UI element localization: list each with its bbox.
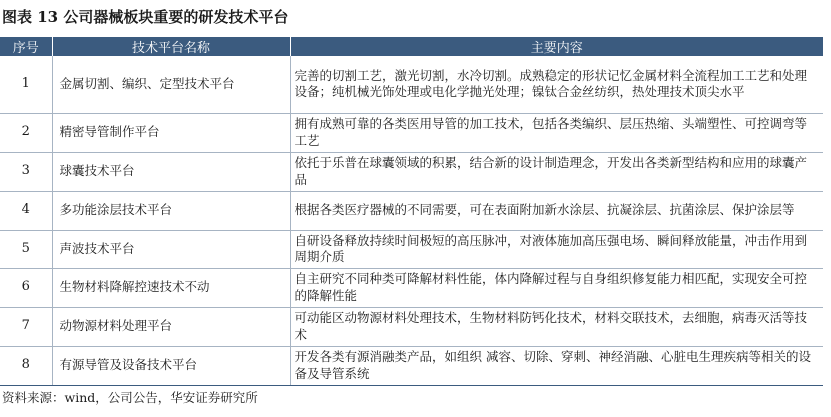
platform-name: 声波技术平台 [52,230,290,268]
platform-content: 依托于乐普在球囊领域的积累，结合新的设计制造理念，开发出各类新型结构和应用的球囊产品 [290,152,823,191]
row-number: 7 [0,307,52,346]
header-platform: 技术平台名称 [52,37,290,56]
platform-name: 生物材料降解控速技术不动 [52,268,290,307]
platform-content: 开发各类有源消融类产品，如组织 减容、切除、穿刺、神经消融、心脏电生理疾病等相关的设备及导管系统 [290,346,823,385]
platform-content: 完善的切割工艺，激光切割，水冷切割。成熟稳定的形状记忆金属材料全流程加工工艺和处理设备；纯机械光饰处理或电化学抛光处理；镍钛合金丝纺织，热处理技术顶尖水平 [290,56,823,113]
header-no: 序号 [0,37,52,56]
table-row [0,230,823,268]
platform-content: 拥有成熟可靠的各类医用导管的加工技术，包括各类编织、层压热缩、头端塑性、可控调弯等工艺 [290,113,823,152]
platform-name: 动物源材料处理平台 [52,307,290,346]
platform-content: 自研设备释放持续时间极短的高压脉冲，对液体施加高压强电场、瞬间释放能量，冲击作用到周期介质 [290,230,823,268]
platform-name: 精密导管制作平台 [52,113,290,152]
rd-platform-table [0,37,823,386]
table-row [0,113,823,152]
table-row [0,191,823,230]
row-number: 2 [0,113,52,152]
table-row [0,152,823,191]
platform-name: 球囊技术平台 [52,152,290,191]
platform-name: 有源导管及设备技术平台 [52,346,290,385]
row-number: 4 [0,191,52,230]
platform-name: 金属切割、编织、定型技术平台 [52,56,290,113]
row-number: 1 [0,56,52,113]
table-row [0,56,823,113]
source-note: 资料来源：wind，公司公告，华安证券研究所 [2,390,258,405]
platform-content: 自主研究不同种类可降解材料性能，体内降解过程与自身组织修复能力相匹配，实现安全可控的降解性能 [290,268,823,307]
platform-name: 多功能涂层技术平台 [52,191,290,230]
table-row [0,307,823,346]
table-row [0,346,823,385]
row-number: 8 [0,346,52,385]
row-number: 3 [0,152,52,191]
header-content: 主要内容 [290,37,823,56]
figure-title: 图表 13 公司器械板块重要的研发技术平台 [2,8,289,26]
table-row [0,268,823,307]
row-number: 5 [0,230,52,268]
platform-content: 可动能区动物源材料处理技术，生物材料防钙化技术，材料交联技术，去细胞，病毒灭活等技术 [290,307,823,346]
row-number: 6 [0,268,52,307]
platform-content: 根据各类医疗器械的不同需要，可在表面附加新水涂层、抗凝涂层、抗菌涂层、保护涂层等 [290,191,823,230]
table-header-row [0,37,823,56]
